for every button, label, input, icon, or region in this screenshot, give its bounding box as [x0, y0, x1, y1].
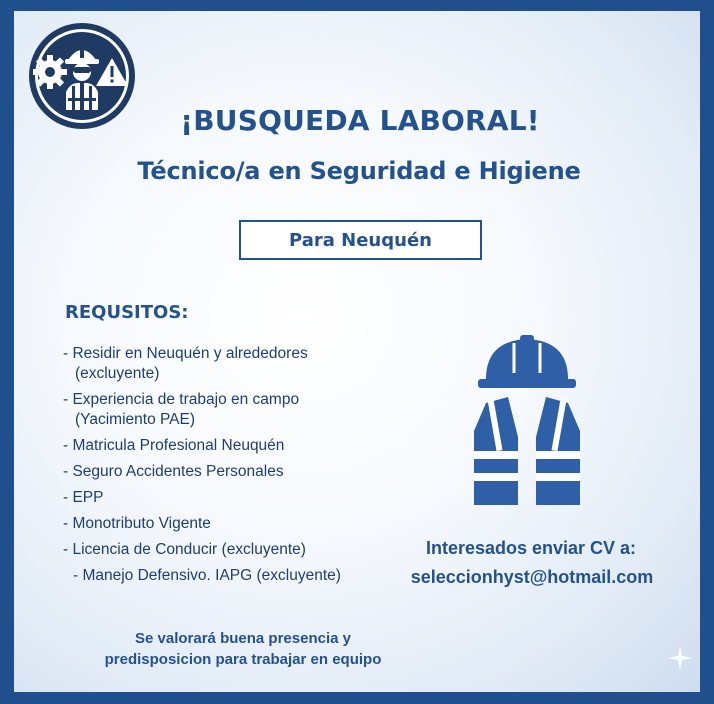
requirement-note: (Yacimiento PAE): [75, 411, 196, 428]
requirement-item: [63, 488, 403, 508]
contact-email[interactable]: seleccionhyst@hotmail.com: [410, 567, 654, 587]
requirements-list: [63, 344, 403, 592]
hard-hat-and-safety-vest-icon: [468, 333, 586, 511]
location-box: [239, 220, 482, 260]
closing-note: [63, 628, 423, 670]
closing-note-line: predisposicion para trabajar en equipo: [104, 651, 382, 668]
requirement-item: [63, 540, 403, 560]
requirement-text: - Matricula Profesional Neuquén: [63, 437, 285, 454]
page-title: ¡BUSQUEDA LABORAL!: [180, 104, 540, 137]
job-title: Técnico/a en Seguridad e Higiene: [137, 157, 581, 185]
requirement-text: - Seguro Accidentes Personales: [63, 463, 284, 480]
requirement-note: (excluyente): [75, 365, 160, 382]
requirement-item: [63, 436, 403, 456]
requirement-item: [63, 344, 403, 384]
requirement-text: - Manejo Defensivo. IAPG (excluyente): [73, 567, 341, 584]
requirement-text: - Experiencia de trabajo en campo: [63, 391, 300, 408]
requirement-item: [63, 462, 403, 482]
requirement-text: - EPP: [63, 489, 104, 506]
closing-note-line: Se valorará buena presencia y: [135, 630, 351, 647]
requirement-text: - Residir en Neuquén y alrededores: [63, 345, 308, 362]
contact-heading: Interesados enviar CV a:: [425, 538, 637, 558]
requirements-heading: REQUSITOS:: [65, 302, 189, 323]
requirement-item: [63, 566, 403, 586]
requirement-item: [63, 514, 403, 534]
location-label: Para Neuquén: [289, 229, 432, 251]
requirement-text: - Licencia de Conducir (excluyente): [63, 541, 306, 558]
requirement-item: [63, 390, 403, 430]
sparkle-icon: [668, 646, 692, 670]
requirement-text: - Monotributo Vigente: [63, 515, 211, 532]
